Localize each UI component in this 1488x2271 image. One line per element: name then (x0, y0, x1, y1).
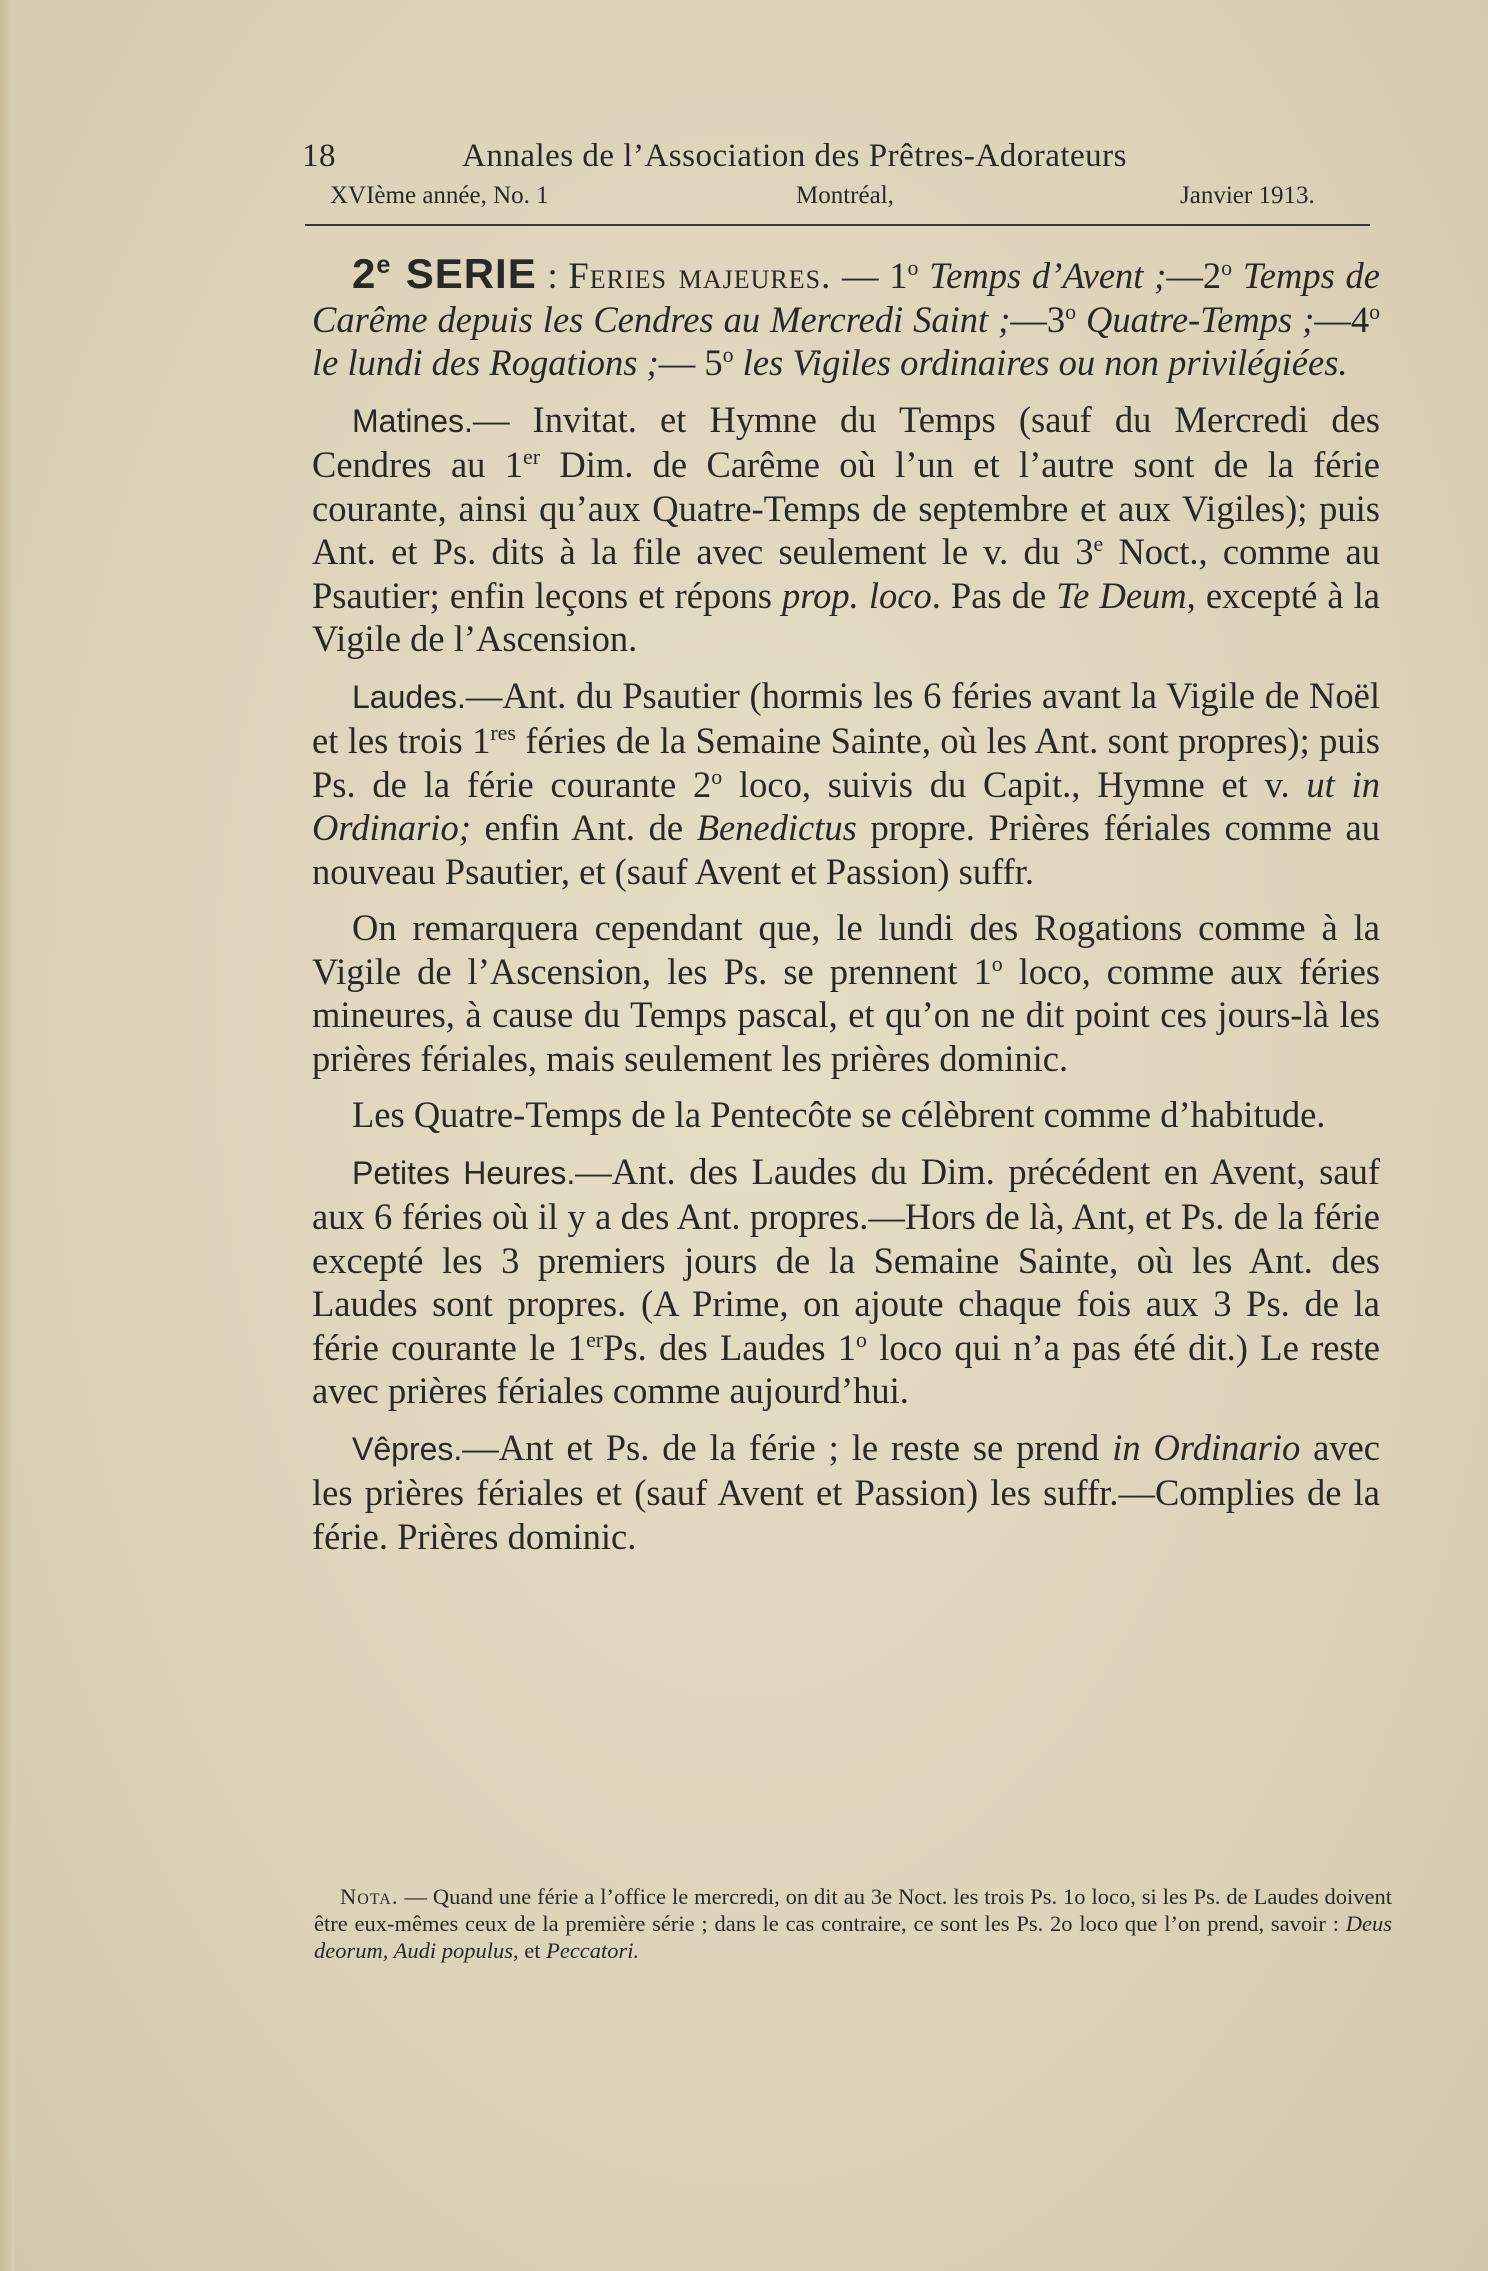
nota-footnote: Nota. — Quand une férie a l’office le mercredi, on dit au 3e Noct. les trois Ps. 1o loco, si les Ps. de Laudes doivent être eux-mêmes ceux de la première série ; dans le cas contraire, ce sont les Ps. 2o loco que l’on prend, savoir : Deus deorum, Audi populus, et Peccatori. (314, 1884, 1392, 1963)
page-number: 18 (302, 138, 336, 174)
nota-label: Nota. (340, 1884, 399, 1909)
matines-heading: Matines. (352, 402, 473, 439)
laudes-paragraph: Laudes.—Ant. du Psautier (hormis les 6 féries avant la Vigile de Noël et les trois 1res féries de la Semaine Sainte, où les Ant. sont propres); puis Ps. de la férie courante 2$^o$ loco, suivis du Capit., Hymne et v. ut in Ordinario; enfin Ant. de Benedictus propre. Prières fériales comme au nouveau Psautier, et (sauf Avent et Passion) suffr. (312, 674, 1381, 892)
petites-heures-heading: Petites Heures. (352, 1154, 576, 1191)
article-body (312, 252, 1380, 1571)
issue-number: XVIème année, No. 1 (330, 182, 549, 209)
petites-heures-paragraph: Petites Heures.—Ant. des Laudes du Dim. précédent en Avent, sauf aux 6 féries où il y a des Ant. propres.—Hors de là, Ant, et Ps. de la férie excepté les 3 premiers jours de la Semaine Sainte, où les Ant. des Laudes sont propres. (A Prime, on ajoute chaque fois aux 3 Ps. de la férie courante le 1erPs. des Laudes 1$^o$ loco qui n’a pas été dit.) Le reste avec prières fériales comme aujourd’hui. (312, 1150, 1381, 1411)
page-edge (0, 0, 14, 2271)
issue-date: Janvier 1913. (1180, 182, 1315, 209)
laudes-heading: Laudes. (352, 678, 466, 715)
serie-heading-paragraph: 2e SERIE : Feries majeures. — 1$^o$ Temps d’Avent ;—2$^o$ Temps de Carême depuis les Cendres au Mercredi Saint ;—3$^o$ Quatre-Temps ;—4$^o$ le lundi des Rogations ;— 5$^o$ les Vigiles ordinaires ou non privilégiées. (312, 250, 1381, 383)
remarque-paragraph: On remarquera cependant que, le lundi des Rogations comme à la Vigile de l’Ascension, les Ps. se prennent 1$^o$ loco, comme aux féries mineures, à cause du Temps pascal, et qu’on ne dit point ces jours-là les prières fériales, mais seulement les prières dominic. (312, 907, 1381, 1079)
header-rule (305, 224, 1370, 226)
serie-subject: Feries majeures. (568, 255, 832, 296)
issue-city: Montréal, (796, 182, 894, 209)
matines-paragraph: Matines.— Invitat. et Hymne du Temps (sauf du Mercredi des Cendres au 1er Dim. de Carême où l’un et l’autre sont de la férie courante, ainsi qu’aux Quatre-Temps de septembre et aux Vigiles); puis Ant. et Ps. dits à la file avec seulement le v. du 3e Noct., comme au Psautier; enfin leçons et répons prop. loco. Pas de Te Deum, excepté à la Vigile de l’Ascension. (312, 398, 1381, 659)
pentecote-paragraph: Les Quatre-Temps de la Pentecôte se célèbrent comme d’habitude. (352, 1094, 1326, 1135)
vepres-paragraph: Vêpres.—Ant et Ps. de la férie ; le reste se prend in Ordinario avec les prières fériales et (sauf Avent et Passion) les suffr.—Complies de la férie. Prières dominic. (312, 1426, 1380, 1557)
vepres-heading: Vêpres. (352, 1430, 463, 1467)
serie-number: 2e SERIE (352, 250, 537, 297)
journal-title: Annales de l’Association des Prêtres-Adorateurs (462, 138, 1127, 174)
running-header (302, 138, 1242, 175)
